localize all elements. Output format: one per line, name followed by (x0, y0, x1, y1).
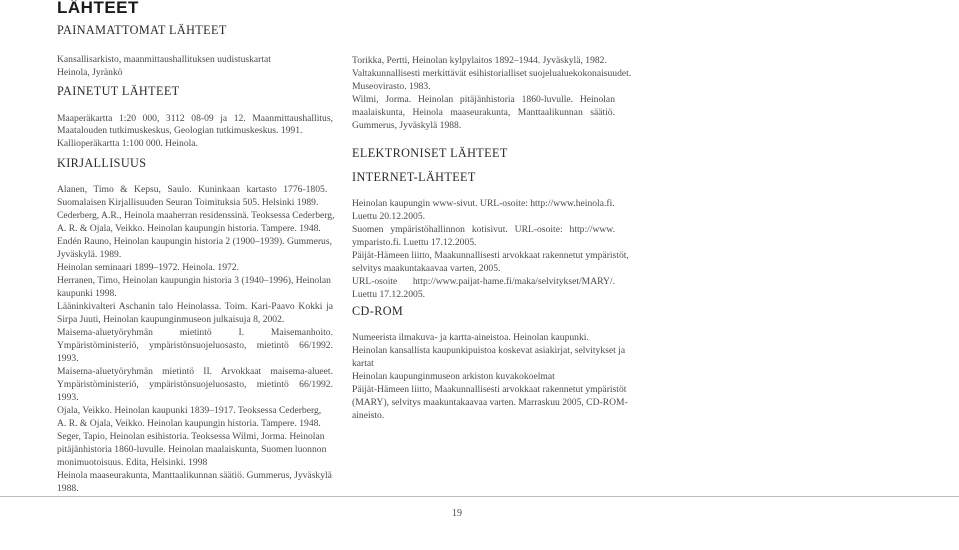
text-line: Luettu 17.12.2005. (352, 289, 426, 300)
text-line: Heinola, Jyränkö (57, 67, 123, 78)
text-line: maalaiskunta, Heinola maaseurakunta, Manttaalikunnan säätiö. (352, 107, 615, 118)
text-line: Maisema-aluetyöryhmän mietintö I. Maisemanhoito. (57, 327, 333, 338)
text-line: Ympäristöministeriö, ympäristönsuojeluosasto, mietintö 66/1992. (57, 340, 333, 351)
text-line: Lääninkivalteri Aschanin talo Heinolassa. Toim. Kari-Paavo Kokki ja (57, 301, 333, 312)
text-line: Herranen, Timo, Heinolan kaupungin historia 3 (1940–1996), Heinolan (57, 275, 331, 286)
text-line: Ojala, Veikko. Heinolan kaupunki 1839–1917. Teoksessa Cederberg, (57, 405, 322, 416)
text-line: Gummerus, Jyväskylä 1988. (352, 120, 462, 131)
text-line: Seger, Tapio, Heinolan esihistoria. Teoksessa Wilmi, Jorma. Heinolan (57, 431, 325, 442)
text-line: A. R. & Ojala, Veikko. Heinolan kaupungin historia. Tampere. 1948. (57, 418, 321, 429)
text-line: Kallioperäkartta 1:100 000. Heinola. (57, 138, 198, 149)
text-line: Päijät-Hämeen liitto, Maakunnallisesti arvokkaat rakennetut ympäristöt, (352, 250, 629, 261)
text-line: Päijät-Hämeen liitto, Maakunnallisesti arvokkaat rakennetut ympäristöt (352, 384, 627, 395)
text-line: Suomen ympäristöhallinnon kotisivut. URL-osoite: http://www. (352, 224, 615, 235)
text-line: Alanen, Timo & Kepsu, Saulo. Kuninkaan kartasto 1776-1805. (57, 184, 328, 195)
text-line: Heinolan kaupungin www-sivut. URL-osoite: http://www.heinola.fi. (352, 198, 615, 209)
text-line: Heinolan kansallista kaupunkipuistoa koskevat asiakirjat, selvitykset ja (352, 345, 626, 356)
text-line: selvitys maakuntakaavaa varten, 2005. (352, 263, 501, 274)
page-title: LÄHTEET (57, 0, 139, 17)
text-line: Torikka, Pertti, Heinolan kylpylaitos 1892–1944. Jyväskylä, 1982. (352, 55, 607, 66)
text-line: Heinolan kaupunginmuseon arkiston kuvakokoelmat (352, 371, 555, 382)
heading-elektroniset: ELEKTRONISET LÄHTEET (352, 146, 508, 160)
text-line: URL-osoite http://www.paijat-hame.fi/maka/selvitykset/MARY/. (352, 276, 615, 287)
text-line: Jyväskylä. 1989. (57, 249, 122, 260)
heading-cdrom: CD-ROM (352, 304, 404, 318)
heading-painamattomat: PAINAMATTOMAT LÄHTEET (57, 23, 227, 37)
text-line: Maaperäkartta 1:20 000, 3112 08-09 ja 12. Maanmittaushallitus, (57, 113, 333, 124)
text-line: Ympäristöministeriö, ympäristönsuojeluosasto, mietintö 66/1992. (57, 379, 333, 390)
text-line: Endén Rauno, Heinolan kaupungin historia 2 (1900–1939). Gummerus, (57, 236, 332, 247)
text-line: A. R. & Ojala, Veikko. Heinolan kaupungin historia. Tampere. 1948. (57, 223, 321, 234)
text-line: Cederberg, A.R., Heinola maaherran residenssinä. Teoksessa Cederberg, (57, 210, 335, 221)
text-line: Heinola maaseurakunta, Manttaalikunnan säätiö. Gummerus, Jyväskylä (57, 470, 332, 481)
text-line: Luettu 20.12.2005. (352, 211, 426, 222)
text-line: 1993. (57, 392, 79, 403)
text-line: kaupunki 1998. (57, 288, 117, 299)
text-line: Sirpa Juuti, Heinolan kaupunginmuseon julkaisuja 8, 2002. (57, 314, 285, 325)
heading-kirjallisuus: KIRJALLISUUS (57, 156, 147, 170)
text-line: 1988. (57, 483, 79, 494)
heading-internet: INTERNET-LÄHTEET (352, 170, 476, 184)
page-number: 19 (452, 508, 462, 519)
text-line: Heinolan seminaari 1899–1972. Heinola. 1972. (57, 262, 239, 273)
text-line: Museovirasto. 1983. (352, 81, 431, 92)
text-line: Suomalaisen Kirjallisuuden Seuran Toimituksia 505. Helsinki 1989. (57, 197, 319, 208)
text-line: ymparisto.fi. Luettu 17.12.2005. (352, 237, 477, 248)
footer-divider (0, 496, 959, 497)
text-line: Maatalouden tutkimuskeskus, Geologian tutkimuskeskus. 1991. (57, 125, 303, 136)
text-line: 1993. (57, 353, 79, 364)
text-line: monimuotoisuus. Edita, Helsinki. 1998 (57, 457, 208, 468)
text-line: Wilmi, Jorma. Heinolan pitäjänhistoria 1860-luvulle. Heinolan (352, 94, 615, 105)
text-line: (MARY), selvitys maakuntakaavaa varten. Marraskuu 2005, CD-ROM- (352, 397, 628, 408)
text-line: pitäjänhistoria 1860-luvulle. Heinolan maalaiskunta, Suomen luonnon (57, 444, 327, 455)
text-line: aineisto. (352, 410, 385, 421)
heading-painetut: PAINETUT LÄHTEET (57, 84, 180, 98)
text-line: kartat (352, 358, 374, 369)
text-line: Valtakunnallisesti merkittävät esihistorialliset suojelualuekokonaisuudet. (352, 68, 632, 79)
text-line: Numeerista ilmakuva- ja kartta-aineistoa. Heinolan kaupunki. (352, 332, 589, 343)
text-line: Maisema-aluetyöryhmän mietintö II. Arvokkaat maisema-alueet. (57, 366, 333, 377)
text-line: Kansallisarkisto, maanmittaushallituksen uudistuskartat (57, 54, 271, 65)
